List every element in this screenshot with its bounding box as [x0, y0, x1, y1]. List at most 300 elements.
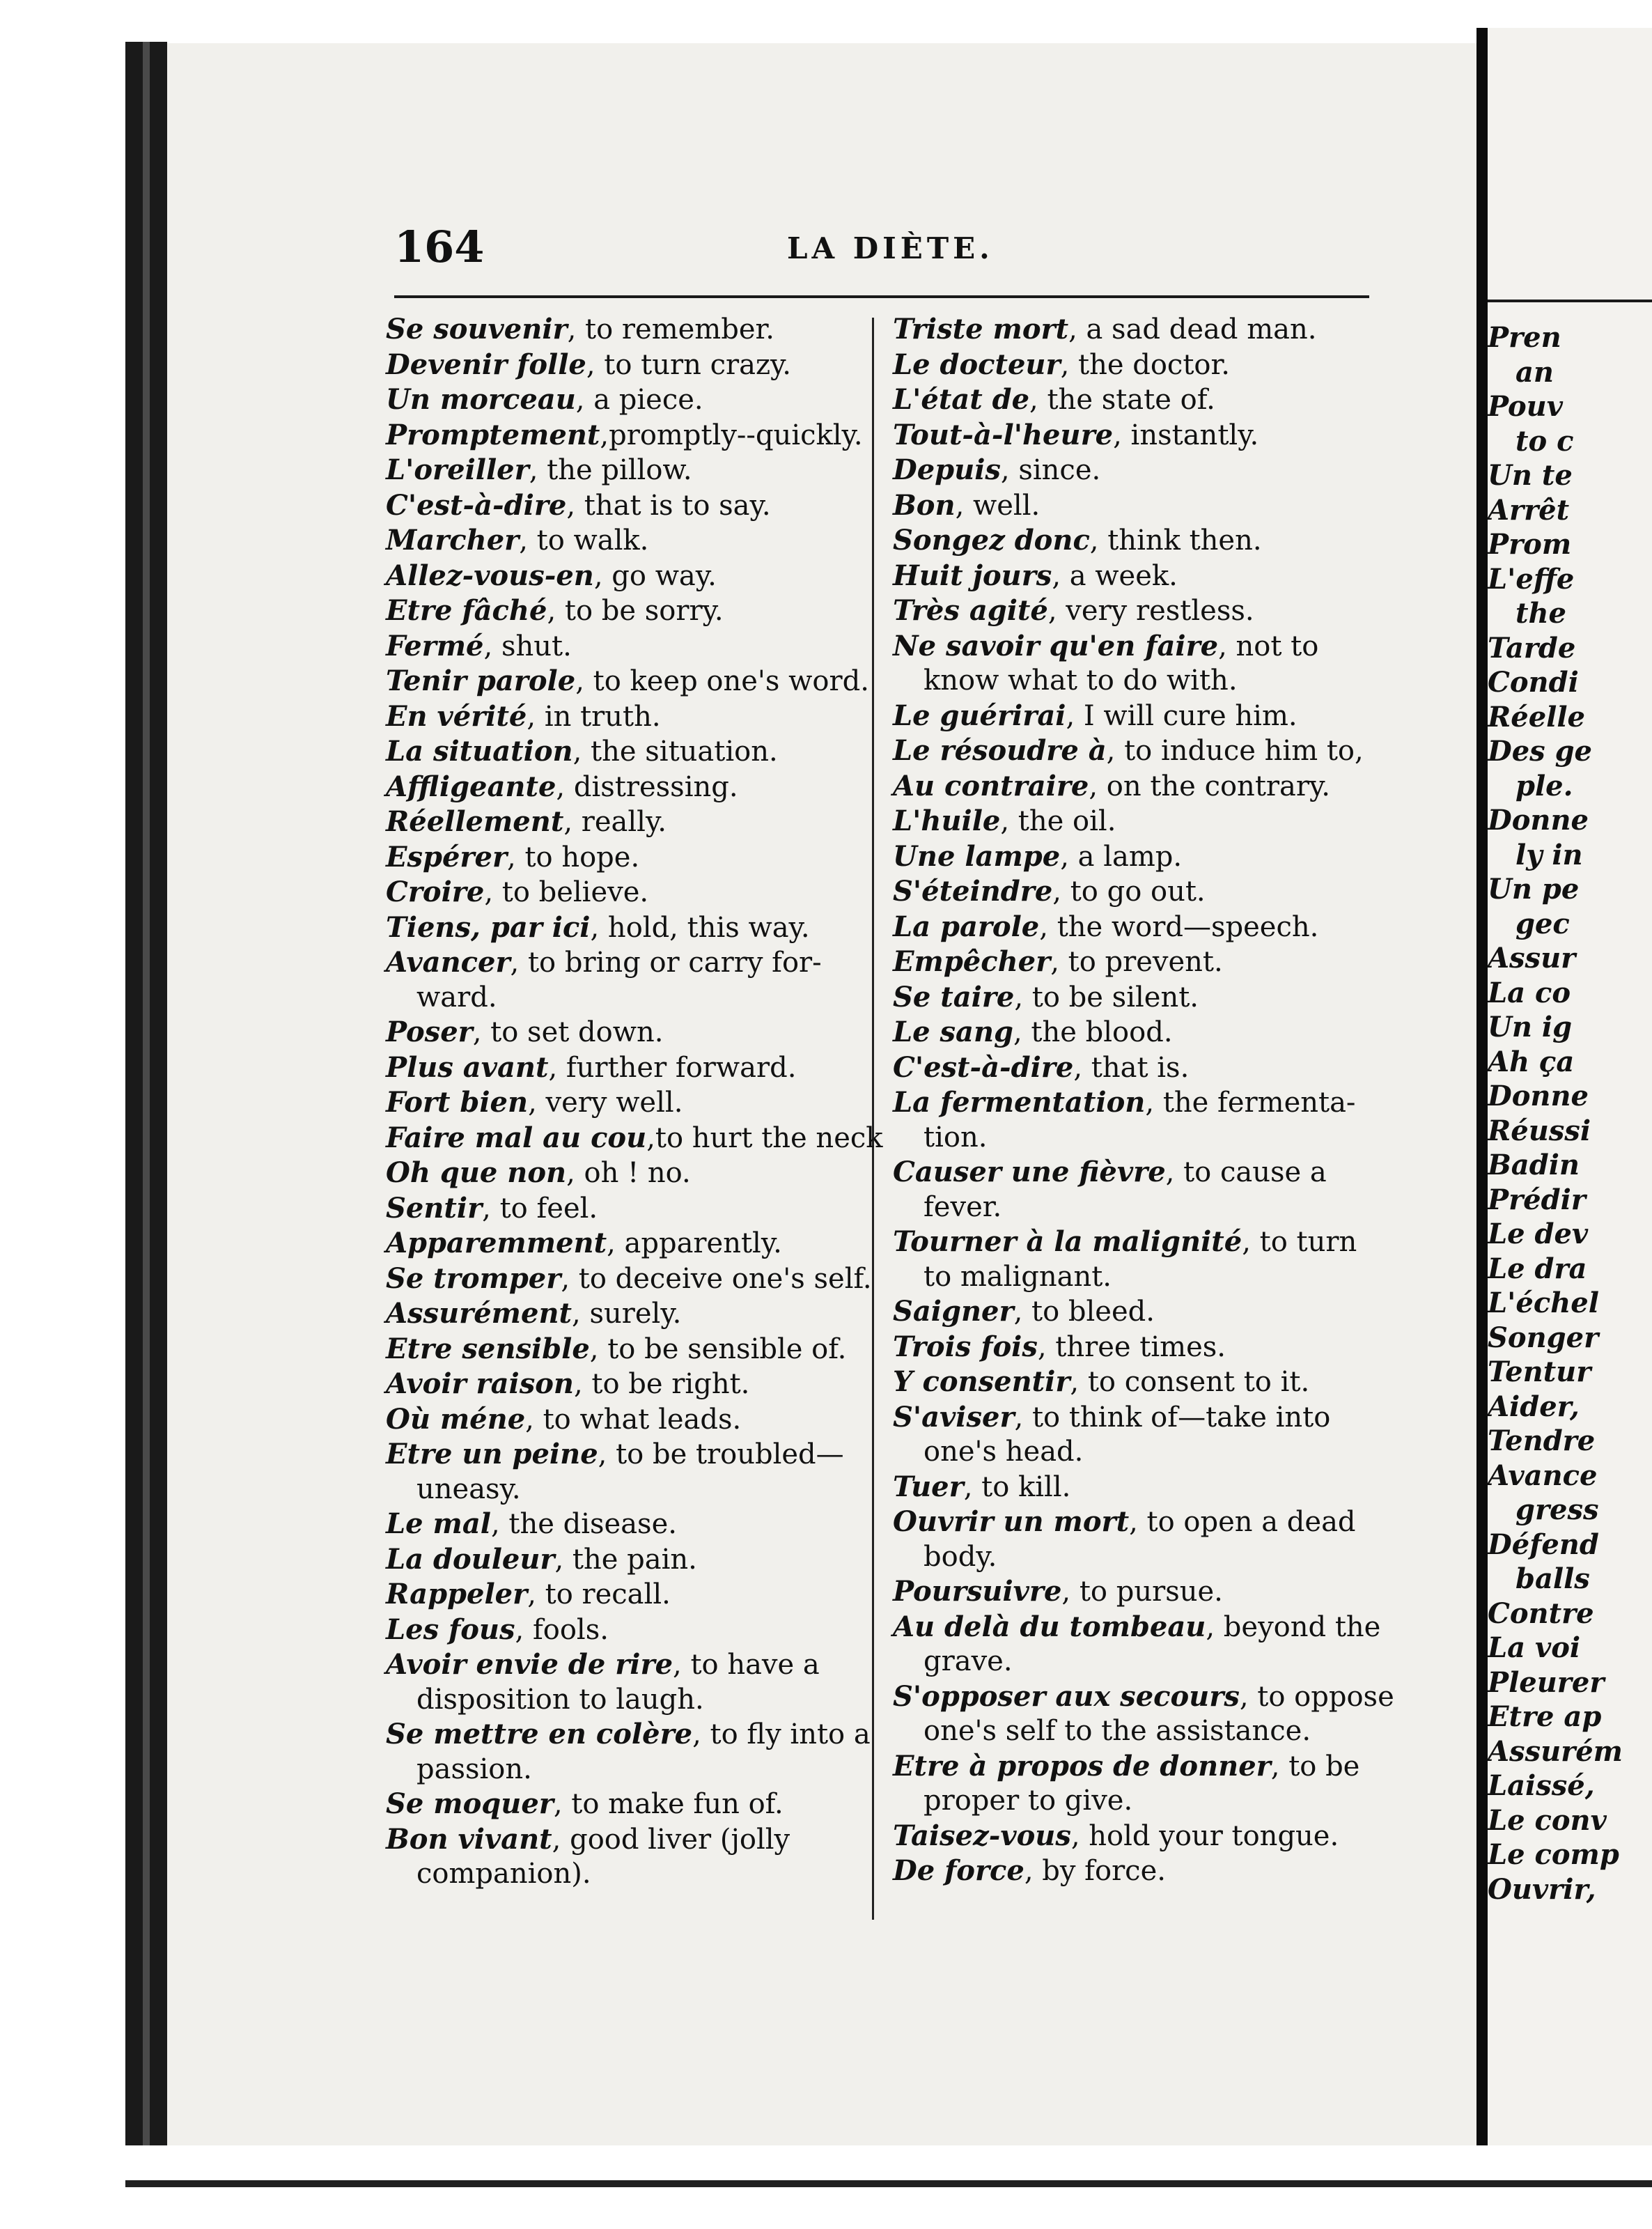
facing-page-fragment: Ah ça [1488, 1045, 1575, 1078]
vocabulary-entry [893, 1050, 1373, 1086]
facing-page-fragment: Arrêt [1488, 493, 1570, 527]
left-vocabulary-column [386, 312, 883, 1892]
english-gloss: , very well. [528, 1087, 683, 1119]
english-gloss: , distressing. [556, 770, 738, 803]
facing-page-fragment: Prom [1488, 528, 1572, 561]
vocabulary-entry [893, 1819, 1373, 1854]
vocabulary-entry [386, 1437, 852, 1507]
english-gloss: , to have a [673, 1649, 820, 1681]
english-gloss: , to think of—take into [1014, 1401, 1331, 1434]
vocabulary-entry [386, 1261, 872, 1297]
french-term: Le docteur [893, 348, 1061, 381]
french-term: Au contraire [893, 769, 1089, 802]
english-gloss: , a lamp. [1060, 840, 1183, 873]
english-gloss: , to induce him to, [1106, 735, 1364, 767]
french-term: Le résoudre à [893, 734, 1107, 767]
vocabulary-entry [893, 1505, 1373, 1574]
vocabulary-entry [386, 840, 852, 876]
facing-page-fragment: ly in [1515, 838, 1583, 871]
facing-page-fragment: Un pe [1488, 873, 1580, 906]
scan-top-margin [0, 0, 1652, 42]
french-term: Oh que non [386, 1156, 567, 1189]
vocabulary-entry [386, 1577, 852, 1613]
english-gloss: , very restless. [1047, 595, 1254, 627]
vocabulary-entry [893, 523, 1373, 559]
french-term: La fermentation [893, 1086, 1146, 1119]
french-term: S'éteindre [893, 875, 1053, 908]
english-gloss: , to bring or carry for- [510, 947, 822, 979]
french-term: Un morceau [386, 383, 576, 416]
french-term: La situation [386, 735, 573, 768]
french-term: S'aviser [893, 1400, 1015, 1434]
french-term: Songez donc [893, 524, 1090, 557]
vocabulary-entry [893, 1854, 1373, 1889]
vocabulary-entry [386, 1717, 871, 1787]
english-gloss: , to oppose [1239, 1680, 1394, 1713]
french-term: Tenir parole [386, 665, 576, 697]
vocabulary-entry [386, 348, 852, 383]
gloss-continuation: one's self to the assistance. [924, 1715, 1311, 1747]
english-gloss: , to remember. [567, 313, 774, 345]
vocabulary-entry [386, 382, 852, 418]
facing-page-fragment: the [1515, 597, 1567, 630]
french-term: L'oreiller [386, 453, 529, 486]
english-gloss: , since. [1000, 454, 1101, 486]
french-term: Faire mal au cou [386, 1121, 647, 1154]
vocabulary-entry [386, 418, 863, 453]
facing-page-fragment: to c [1515, 424, 1574, 458]
facing-page-fragment: Un ig [1488, 1011, 1573, 1043]
running-head: LA DIÈTE. [787, 231, 994, 265]
facing-page-fragment: Assurém [1488, 1734, 1623, 1768]
vocabulary-entry [386, 1050, 852, 1086]
vocabulary-entry [386, 1367, 852, 1402]
english-gloss: , that is. [1073, 1051, 1190, 1084]
french-term: S'opposer aux secours [893, 1679, 1240, 1713]
scan-bottom-rule [125, 2180, 1652, 2187]
english-gloss: , the word—speech. [1039, 910, 1319, 943]
english-gloss: , the state of. [1029, 384, 1215, 416]
vocabulary-entry [386, 629, 852, 665]
english-gloss: , not to [1218, 630, 1319, 662]
english-gloss: , to keep one's word. [575, 665, 869, 697]
english-gloss: , to walk. [519, 525, 649, 557]
vocabulary-entry [893, 1365, 1373, 1400]
french-term: Se tromper [386, 1261, 561, 1295]
gloss-continuation: proper to give. [924, 1785, 1133, 1817]
gloss-continuation: passion. [416, 1753, 532, 1785]
facing-page-fragment: Réussi [1488, 1114, 1591, 1147]
english-gloss: , three times. [1037, 1330, 1226, 1363]
english-gloss: , hold, this way. [590, 911, 810, 944]
vocabulary-entry [893, 839, 1373, 875]
french-term: Tout-à-l'heure [893, 418, 1114, 451]
vocabulary-entry [893, 1155, 1373, 1225]
vocabulary-entry [386, 734, 852, 770]
gloss-continuation: fever. [924, 1190, 1002, 1223]
vocabulary-entry [893, 559, 1373, 594]
vocabulary-entry [386, 1613, 852, 1648]
french-term: Etre sensible [386, 1332, 590, 1365]
page-gutter [1476, 28, 1488, 2187]
english-gloss: , oh ! no. [566, 1157, 691, 1189]
vocabulary-entry [386, 1226, 852, 1261]
french-term: Etre fâché [386, 594, 547, 627]
english-gloss: , the pillow. [529, 454, 692, 486]
english-gloss: , hold your tongue. [1070, 1819, 1339, 1852]
facing-page-fragment: Donne [1488, 1080, 1589, 1112]
facing-page-fragment: Etre ap [1488, 1700, 1602, 1733]
facing-page-fragment: Assur [1488, 942, 1576, 974]
vocabulary-entry [893, 733, 1373, 769]
vocabulary-entry [893, 1330, 1373, 1365]
french-term: Avoir envie de rire [386, 1648, 673, 1681]
facing-page-fragment: Prédir [1488, 1183, 1586, 1216]
english-gloss: , to kill. [963, 1470, 1071, 1503]
vocabulary-entry [386, 1156, 852, 1191]
facing-page-fragment: gress [1515, 1493, 1599, 1526]
french-term: L'huile [893, 805, 1001, 837]
vocabulary-entry [386, 1296, 852, 1332]
facing-page-fragment: Ouvrir, [1488, 1872, 1596, 1906]
book-spine-shadow [143, 42, 150, 2173]
facing-page-fragment: Songer [1488, 1321, 1599, 1354]
vocabulary-entry [893, 1574, 1373, 1610]
english-gloss: , a sad dead man. [1068, 313, 1317, 345]
page-number: 164 [394, 222, 485, 272]
english-gloss: , to go out. [1052, 876, 1206, 908]
facing-page-fragment: Réelle [1488, 700, 1585, 733]
vocabulary-entry [893, 945, 1373, 980]
vocabulary-entry [386, 664, 869, 699]
vocabulary-entry [386, 1507, 852, 1542]
french-term: Avancer [386, 946, 511, 979]
french-term: Huit jours [893, 559, 1052, 592]
french-term: Les fous [386, 1613, 515, 1646]
facing-page-fragment: Tentur [1488, 1356, 1591, 1388]
facing-page-fragment: balls [1515, 1562, 1590, 1595]
french-term: Le guérirai [893, 699, 1066, 732]
vocabulary-entry [893, 1610, 1381, 1679]
french-term: Le sang [893, 1016, 1013, 1048]
vocabulary-entry [386, 945, 852, 1015]
french-term: C'est-à-dire [893, 1050, 1074, 1084]
french-term: Ouvrir un mort [893, 1505, 1130, 1538]
french-term: Au delà du tombeau [893, 1610, 1206, 1643]
english-gloss: , to open a dead [1129, 1506, 1356, 1538]
facing-page-fragment: Tarde [1488, 631, 1576, 665]
facing-page-fragment: Pleurer [1488, 1665, 1605, 1699]
french-term: Etre un peine [386, 1438, 598, 1470]
english-gloss: , the blood. [1013, 1016, 1173, 1048]
french-term: Taisez-vous [893, 1819, 1071, 1852]
gloss-continuation: to malignant. [924, 1260, 1112, 1293]
french-term: Se mettre en colère [386, 1718, 693, 1750]
facing-page-fragment: Le dev [1488, 1218, 1589, 1250]
english-gloss: ,promptly--quickly. [600, 419, 863, 451]
vocabulary-entry [893, 1015, 1373, 1050]
english-gloss: ,to hurt the neck [646, 1121, 883, 1154]
french-term: Tourner à la malignité [893, 1225, 1242, 1258]
vocabulary-entry [386, 910, 852, 946]
french-term: Bon [893, 488, 956, 522]
french-term: La parole [893, 910, 1040, 943]
english-gloss: , to cause a [1165, 1156, 1327, 1188]
gloss-continuation: one's head. [924, 1436, 1084, 1468]
vocabulary-entry [386, 770, 852, 805]
french-term: Se taire [893, 980, 1015, 1013]
vocabulary-entry [893, 1470, 1373, 1505]
gloss-continuation: disposition to laugh. [416, 1683, 704, 1716]
vocabulary-entry [386, 559, 852, 594]
french-term: Poser [386, 1016, 473, 1048]
vocabulary-entry [893, 874, 1373, 910]
english-gloss: , instantly. [1113, 419, 1259, 451]
english-gloss: , by force. [1024, 1855, 1166, 1887]
vocabulary-entry [386, 488, 852, 524]
facing-page-fragment: Donne [1488, 804, 1589, 837]
facing-page-fragment: Tendre [1488, 1424, 1596, 1457]
gloss-continuation: grave. [924, 1645, 1013, 1677]
english-gloss: , to deceive one's self. [561, 1262, 872, 1295]
gloss-continuation: ward. [416, 981, 497, 1013]
french-term: Triste mort [893, 313, 1069, 345]
vocabulary-entry [386, 1787, 852, 1822]
vocabulary-entry [386, 1085, 852, 1121]
french-term: Allez-vous-en [386, 559, 594, 592]
french-term: Fermé [386, 629, 484, 662]
french-term: Saigner [893, 1295, 1014, 1328]
column-divider [872, 318, 874, 1920]
facing-page-fragment: ple. [1515, 769, 1573, 802]
vocabulary-entry [893, 769, 1373, 805]
vocabulary-entry [893, 453, 1373, 488]
english-gloss: , to hope. [507, 841, 640, 873]
french-term: Rappeler [386, 1578, 528, 1610]
facing-page-fragment: Défend [1488, 1528, 1599, 1561]
english-gloss: , in truth. [527, 700, 661, 733]
gloss-continuation: know what to do with. [924, 665, 1238, 697]
facing-page-fragment: La voi [1488, 1631, 1581, 1664]
facing-page-fragment: Badin [1488, 1149, 1580, 1181]
vocabulary-entry [386, 523, 852, 559]
french-term: Y consentir [893, 1365, 1070, 1398]
french-term: Empêcher [893, 945, 1051, 978]
french-term: Se souvenir [386, 313, 568, 345]
french-term: Fort bien [386, 1086, 529, 1119]
french-term: Tuer [893, 1470, 964, 1503]
facing-page-fragment: Contre [1488, 1597, 1594, 1630]
vocabulary-entry [386, 1121, 883, 1156]
english-gloss: , to be troubled— [598, 1438, 844, 1470]
vocabulary-entry [893, 312, 1373, 348]
english-gloss: , that is to say. [566, 489, 771, 522]
english-gloss: , the oil. [1000, 805, 1116, 837]
facing-page-fragment: Condi [1488, 666, 1579, 699]
facing-page [1488, 28, 1652, 2187]
french-term: Plus avant [386, 1050, 549, 1084]
french-term: Trois fois [893, 1330, 1038, 1363]
english-gloss: , well. [955, 489, 1041, 522]
facing-page-fragment: Un te [1488, 459, 1573, 492]
french-term: Bon vivant [386, 1822, 552, 1856]
right-vocabulary-column [893, 312, 1394, 1889]
english-gloss: , to be silent. [1014, 981, 1199, 1013]
english-gloss: , shut. [483, 630, 572, 662]
english-gloss: , to believe. [484, 876, 649, 908]
vocabulary-entry [386, 1332, 852, 1367]
vocabulary-entry [893, 382, 1373, 418]
facing-page-fragment: an [1515, 355, 1554, 389]
facing-page-fragment: L'effe [1488, 562, 1575, 596]
vocabulary-entry [386, 1647, 852, 1717]
french-term: Où méne [386, 1402, 526, 1436]
french-term: Affligeante [386, 770, 556, 803]
facing-page-fragment: Le comp [1488, 1838, 1619, 1871]
facing-page-fragment: Pouv [1488, 390, 1564, 423]
french-term: De force [893, 1854, 1024, 1887]
french-term: Assurément [386, 1297, 572, 1330]
french-term: Causer une fièvre [893, 1156, 1166, 1188]
facing-page-fragment: Aider, [1488, 1390, 1580, 1423]
english-gloss: , beyond the [1206, 1610, 1381, 1643]
english-gloss: , the situation. [572, 736, 778, 768]
english-gloss: , on the contrary. [1089, 770, 1330, 802]
french-term: C'est-à-dire [386, 488, 567, 522]
french-term: Réellement [386, 805, 564, 838]
vocabulary-entry [893, 1225, 1373, 1294]
english-gloss: , to turn crazy. [586, 348, 792, 381]
english-gloss: , to set down. [472, 1016, 664, 1048]
english-gloss: , to what leads. [525, 1403, 742, 1436]
facing-page-fragment: L'échel [1488, 1287, 1599, 1319]
french-term: Tiens, par ici [386, 910, 591, 944]
english-gloss: , to pursue. [1061, 1576, 1223, 1608]
vocabulary-entry [386, 1191, 852, 1227]
english-gloss: , further forward. [548, 1051, 797, 1084]
english-gloss: , surely. [572, 1298, 682, 1330]
french-term: Espérer [386, 840, 508, 873]
french-term: Se moquer [386, 1787, 554, 1820]
french-term: Avoir raison [386, 1367, 574, 1400]
french-term: Poursuivre [893, 1575, 1062, 1608]
vocabulary-entry [893, 1400, 1373, 1470]
english-gloss: , think then. [1089, 525, 1262, 557]
english-gloss: , to fly into a [692, 1718, 871, 1750]
french-term: Depuis [893, 453, 1001, 486]
english-gloss: , fools. [515, 1613, 609, 1646]
facing-page-fragment: Le dra [1488, 1252, 1587, 1285]
vocabulary-entry [893, 348, 1373, 383]
vocabulary-entry [386, 805, 852, 840]
facing-page-fragment: Avance [1488, 1459, 1598, 1492]
french-term: Croire [386, 876, 485, 908]
vocabulary-entry [893, 699, 1373, 734]
english-gloss: , I will cure him. [1066, 699, 1298, 732]
english-gloss: , the disease. [490, 1508, 677, 1540]
english-gloss: , to feel. [482, 1192, 598, 1225]
english-gloss: , the fermenta- [1145, 1087, 1356, 1119]
french-term: Marcher [386, 524, 520, 557]
gloss-continuation: companion). [416, 1858, 591, 1890]
vocabulary-entry [386, 312, 852, 348]
french-term: La douleur [386, 1542, 555, 1576]
facing-page-fragment: La co [1488, 976, 1571, 1009]
vocabulary-entry [386, 1015, 852, 1050]
vocabulary-entry [893, 1085, 1373, 1155]
vocabulary-entry [386, 699, 852, 735]
english-gloss: , to be sensible of. [589, 1333, 847, 1365]
french-term: Très agité [893, 594, 1048, 627]
vocabulary-entry [893, 418, 1373, 453]
vocabulary-entry [893, 910, 1373, 945]
facing-page-fragment: gec [1515, 907, 1570, 940]
french-term: Une lampe [893, 839, 1061, 873]
vocabulary-entry [386, 1402, 852, 1438]
french-term: Promptement [386, 418, 600, 451]
english-gloss: , to be [1270, 1750, 1360, 1783]
english-gloss: , to turn [1242, 1226, 1357, 1258]
french-term: Etre à propos de donner [893, 1749, 1271, 1783]
vocabulary-entry [386, 875, 852, 910]
english-gloss: , to be sorry. [547, 595, 724, 627]
english-gloss: , to be right. [574, 1368, 750, 1400]
vocabulary-entry [893, 593, 1373, 629]
english-gloss: , a piece. [575, 384, 703, 416]
english-gloss: , to bleed. [1013, 1296, 1155, 1328]
gloss-continuation: uneasy. [416, 1473, 521, 1505]
vocabulary-entry [386, 1542, 852, 1578]
vocabulary-entry [893, 1679, 1394, 1749]
vocabulary-entry [893, 1749, 1373, 1819]
vocabulary-entry [386, 453, 852, 488]
english-gloss: , a week. [1052, 559, 1178, 592]
english-gloss: , really. [563, 806, 667, 838]
facing-page-fragment: Des ge [1488, 735, 1592, 768]
facing-page-column [1488, 320, 1623, 1906]
scan-bottom-margin [0, 2145, 1652, 2229]
gloss-continuation: tion. [924, 1121, 988, 1154]
gloss-continuation: body. [924, 1540, 997, 1573]
english-gloss: , the doctor. [1060, 348, 1230, 381]
facing-page-fragment: Le conv [1488, 1803, 1607, 1837]
french-term: Le mal [386, 1507, 491, 1540]
vocabulary-entry [893, 488, 1373, 524]
english-gloss: , to recall. [527, 1578, 671, 1610]
vocabulary-entry [386, 1822, 852, 1892]
vocabulary-entry [893, 1294, 1373, 1330]
vocabulary-entry [386, 593, 852, 629]
english-gloss: , good liver (jolly [552, 1823, 790, 1856]
english-gloss: , the pain. [554, 1543, 697, 1576]
english-gloss: , to prevent. [1050, 946, 1223, 978]
english-gloss: , to make fun of. [553, 1788, 784, 1820]
french-term: Apparemment [386, 1227, 607, 1259]
vocabulary-entry [893, 629, 1373, 699]
vocabulary-entry [893, 980, 1373, 1016]
vocabulary-entry [893, 804, 1373, 839]
facing-page-rule [1488, 300, 1652, 302]
french-term: Devenir folle [386, 348, 586, 381]
french-term: Ne savoir qu'en faire [893, 629, 1219, 662]
facing-page-fragment: Laissé, [1488, 1769, 1595, 1802]
french-term: L'état de [893, 383, 1030, 416]
english-gloss: , apparently. [607, 1227, 782, 1259]
english-gloss: , go way. [593, 559, 717, 592]
facing-page-fragment: Pren [1488, 321, 1561, 354]
header-rule [394, 295, 1369, 298]
french-term: Sentir [386, 1191, 483, 1225]
